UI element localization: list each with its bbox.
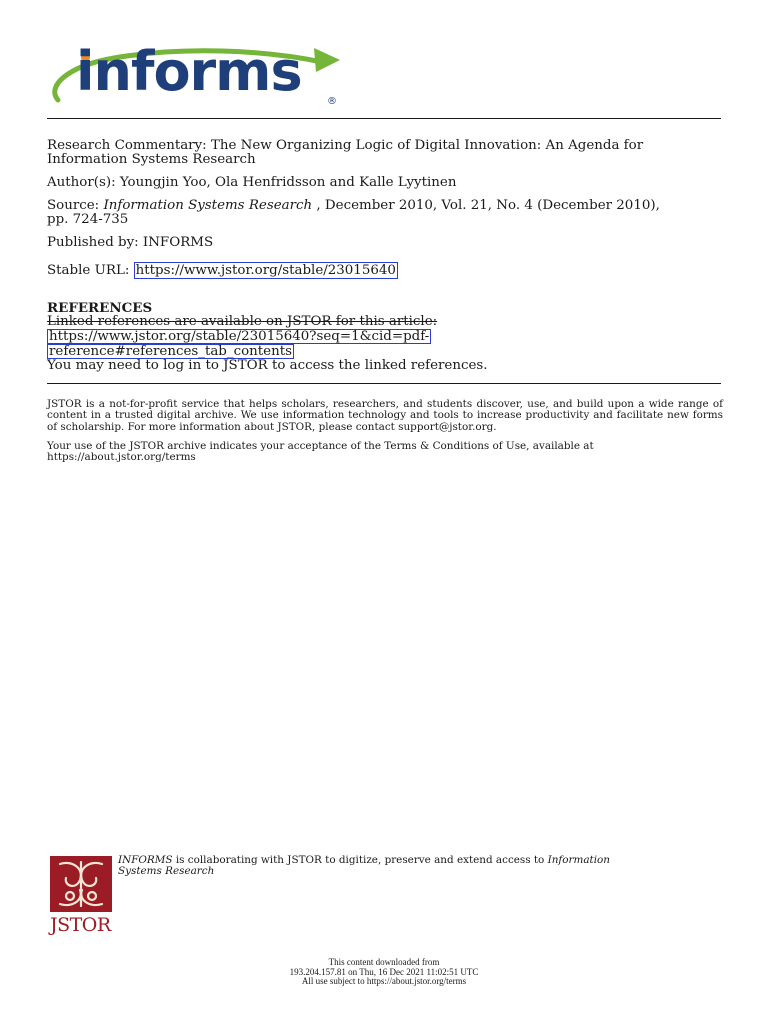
references-login-note: You may need to log in to JSTOR to access the linked references. [47, 358, 488, 373]
collab-journal-1: Information [547, 854, 610, 866]
collab-org: INFORMS [118, 854, 173, 866]
stable-url-row [47, 264, 723, 278]
article-authors: Author(s): Youngjin Yoo, Ola Henfridsson and Kalle Lyytinen [47, 175, 457, 190]
jstor-emblem-icon [50, 856, 112, 912]
terms-url[interactable]: https://about.jstor.org/terms [47, 451, 196, 464]
source-journal: Information Systems Research [103, 198, 313, 213]
title-line-1: Research Commentary: The New Organizing Logic of Digital Innovation: An Agenda for [47, 138, 644, 153]
article-title [47, 139, 723, 167]
references-body [47, 315, 723, 373]
source-details: , December 2010, Vol. 21, No. 4 (December 2010), [312, 198, 660, 213]
references-heading: REFERENCES [47, 300, 153, 316]
stable-url-link[interactable]: https://www.jstor.org/stable/23015640 [135, 263, 396, 278]
article-source [47, 199, 723, 227]
jstor-logo [50, 856, 114, 936]
jstor-wordmark: JSTOR [50, 914, 111, 936]
title-line-2: Information Systems Research [47, 152, 256, 167]
references-intro: Linked references are available on JSTOR for this article: [47, 314, 438, 329]
logo-registered-mark: ® [327, 96, 337, 107]
informs-logo [44, 40, 344, 115]
jstor-notice-paragraph: JSTOR is a not-for-profit service that helps scholars, researchers, and students discover, use, and build upon a wide range of content in a trusted digital archive. We use information technology and tools to increase productivity and facilitate new forms of scholarship. For more information about JSTOR, please contact support@jstor.org. [47, 398, 723, 433]
stable-url-label: Stable URL: [47, 263, 134, 278]
footer-line-1: This content downloaded from [328, 957, 440, 967]
footer-line-2: 193.204.157.81 on Thu, 16 Dec 2021 11:02:51 UTC [289, 966, 479, 977]
source-pages: pp. 724-735 [47, 212, 129, 227]
divider-rule [47, 383, 721, 384]
collaboration-statement [118, 855, 678, 878]
source-prefix: Source: [47, 198, 104, 213]
collab-text: is collaborating with JSTOR to digitize, preserve and extend access to [172, 854, 548, 866]
references-link-2[interactable]: reference#references_tab_contents [49, 344, 292, 359]
footer-line-3: All use subject to https://about.jstor.org/terms [301, 976, 467, 986]
collab-journal-2: Systems Research [118, 865, 215, 878]
terms-paragraph [47, 441, 723, 464]
references-link-1[interactable]: https://www.jstor.org/stable/23015640?seq=1&cid=pdf- [49, 329, 430, 344]
download-footer [200, 958, 568, 987]
logo-wordmark: informs [76, 40, 302, 103]
article-publisher: Published by: INFORMS [47, 235, 214, 250]
terms-line-1: Your use of the JSTOR archive indicates your acceptance of the Terms & Conditions of Use, available at [47, 440, 594, 452]
header-rule [47, 118, 721, 119]
